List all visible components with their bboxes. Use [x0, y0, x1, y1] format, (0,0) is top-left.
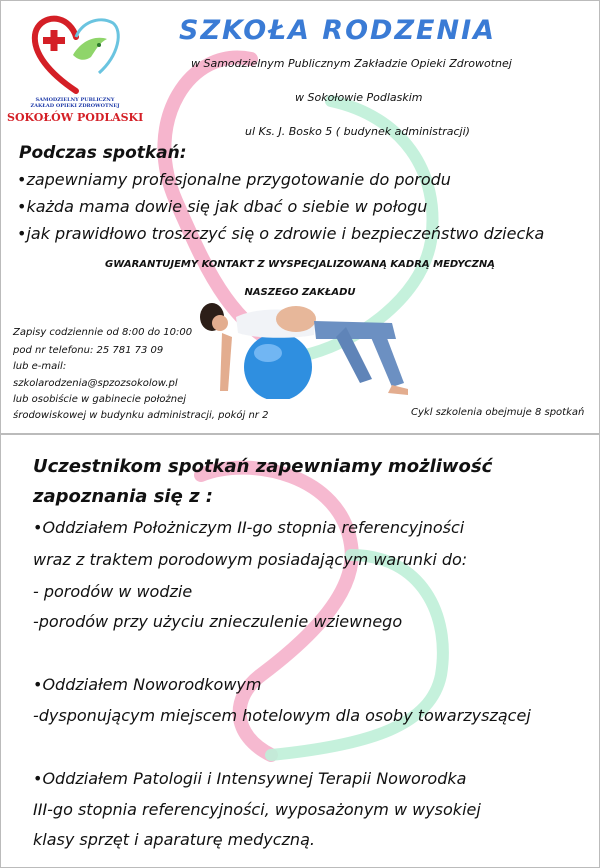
page-title: SZKOŁA RODZENIA [179, 15, 497, 46]
contact-email[interactable]: szkolarodzenia@spzozsokolow.pl [13, 378, 178, 389]
contact-room: środowiskowej w budynku administracji, pokój nr 2 [13, 410, 269, 421]
contact-email-label: lub e-mail: [13, 361, 67, 372]
facility-line: -dysponującym miejscem hotelowym dla osoby towarzyszącej [33, 706, 531, 725]
subtitle-address: ul Ks. J. Bosko 5 ( budynek administracji) [245, 125, 470, 138]
hospital-heart-dove-logo-icon [29, 11, 123, 97]
logo-city: SOKOŁÓW PODLASKI [7, 111, 144, 124]
facility-line: - porodów w wodzie [33, 582, 193, 601]
facility-line: -porodów przy użyciu znieczulenie wziewnego [33, 612, 403, 631]
facility-line: III-go stopnia referencyjności, wyposażonym w wysokiej [33, 800, 481, 819]
facilities-heading-line-2: zapoznania się z : [33, 486, 214, 507]
facility-line: •Oddziałem Noworodkowym [33, 675, 262, 694]
facilities-heading-line-1: Uczestnikom spotkań zapewniamy możliwość [33, 456, 493, 477]
logo-line-2: ZAKŁAD OPIEKI ZDROWOTNEJ [30, 103, 120, 109]
guarantee-line-2: NASZEGO ZAKŁADU [244, 287, 356, 298]
meetings-bullet: •zapewniamy profesjonalne przygotowanie do porodu [17, 170, 451, 189]
bottom-card [0, 434, 600, 868]
facility-line: •Oddziałem Położniczym II-go stopnia referencyjności [33, 518, 465, 537]
meetings-bullet: •każda mama dowie się jak dbać o siebie w połogu [17, 197, 428, 216]
facility-line: •Oddziałem Patologii i Intensywnej Terapii Noworodka [33, 769, 467, 788]
meetings-heading: Podczas spotkań: [19, 143, 187, 163]
subtitle-city: w Sokołowie Podlaskim [295, 91, 423, 104]
facility-line: klasy sprzęt i aparaturę medyczną. [33, 830, 315, 849]
contact-in-person: lub osobiście w gabinecie położnej [13, 394, 187, 405]
contact-phone: pod nr telefonu: 25 781 73 09 [13, 345, 164, 356]
meetings-bullet: •jak prawidłowo troszczyć się o zdrowie i bezpieczeństwo dziecka [17, 224, 545, 243]
course-cycle-note: Cykl szkolenia obejmuje 8 spotkań [411, 407, 585, 418]
pregnant-woman-exercise-ball-photo-icon [196, 287, 421, 399]
contact-hours: Zapisy codziennie od 8:00 do 10:00 [13, 327, 193, 338]
logo-line-1: SAMODZIELNY PUBLICZNY [35, 97, 115, 103]
subtitle-institution: w Samodzielnym Publicznym Zakładzie Opieki Zdrowotnej [191, 57, 512, 70]
guarantee-line-1: GWARANTUJEMY KONTAKT Z WYSPECJALIZOWANĄ KADRĄ MEDYCZNĄ [104, 259, 496, 270]
facility-line: wraz z traktem porodowym posiadającym warunki do: [33, 550, 468, 569]
